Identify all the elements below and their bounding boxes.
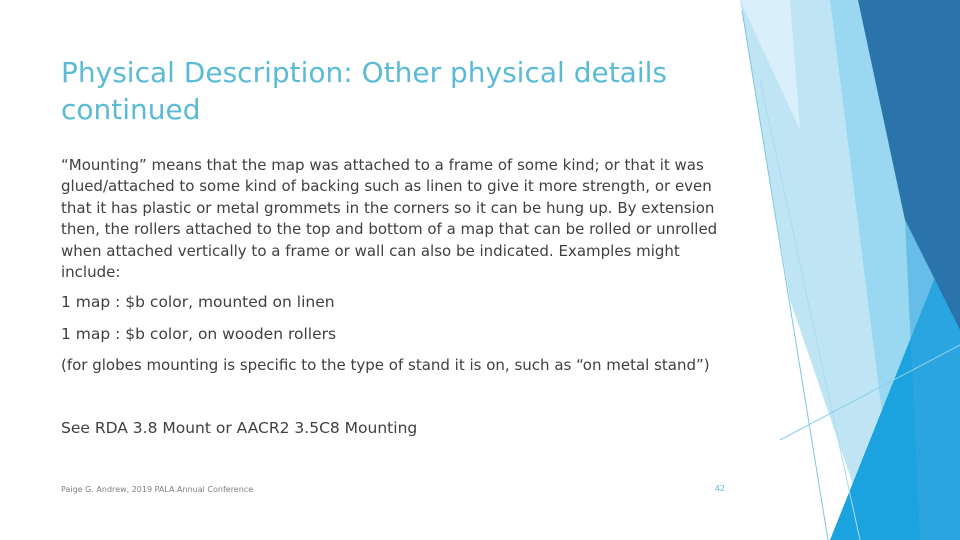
rda-reference: See RDA 3.8 Mount or AACR2 3.5C8 Mounting (61, 418, 418, 437)
example-wooden-rollers: 1 map : $b color, on wooden rollers (61, 324, 337, 343)
globes-note: (for globes mounting is specific to the type of stand it is on, such as “on metal stand”) (61, 356, 710, 375)
intro-paragraph: “Mounting” means that the map was attached to a frame of some kind; or that it was glued/attached to some kind of backing such as linen to give it more strength, or even that it has plastic or metal grommets in the corners so it can be hung up. By extension then, the rollers attached to the top and bottom of a map that can be rolled or unrolled when attached vertically to a frame or wall can also be indicated. Examples might include: (61, 156, 718, 282)
page-number: 42 (714, 484, 725, 493)
slide-title: Physical Description: Other physical details continued (61, 56, 667, 126)
example-mounted-on-linen: 1 map : $b color, mounted on linen (61, 293, 335, 312)
footer-credit: Paige G. Andrew, 2019 PALA Annual Conference (61, 485, 254, 494)
slide-body (61, 155, 729, 439)
